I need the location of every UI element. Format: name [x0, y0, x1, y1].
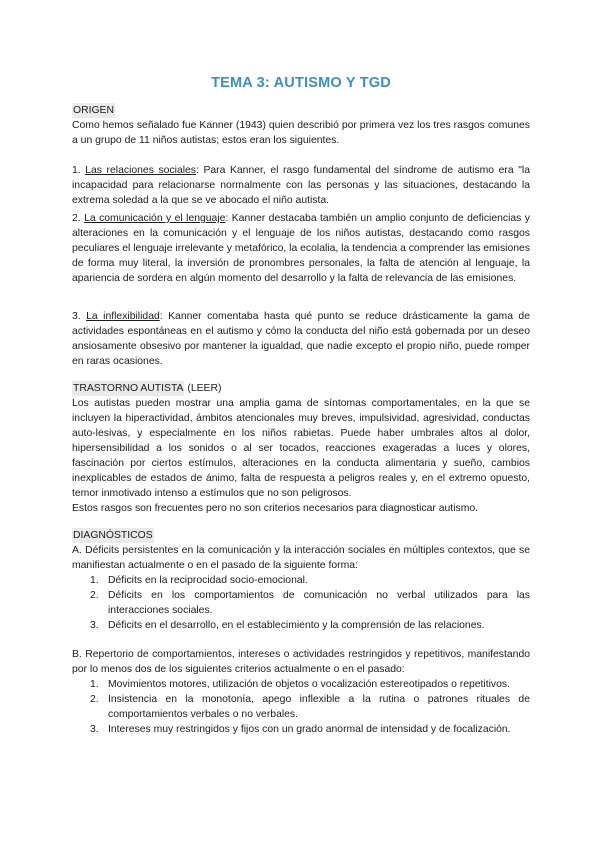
- item-number: 2.: [72, 213, 81, 224]
- section-diagnosticos: [72, 528, 530, 633]
- origen-intro: Como hemos señalado fue Kanner (1943) quien describió por primera vez los tres rasgos comunes a un grupo de 11 niños autistas; estos eran los siguientes.: [72, 120, 530, 146]
- origen-item-2: [72, 211, 530, 286]
- item-text: : Kanner comentaba hasta qué punto se reduce drásticamente la gama de actividades espontáneas en el autismo y cómo la conducta del niño está gobernada por un deseo ansiosamente obsesivo por mantener la igualdad, que nadie excepto el propio niño, puede romper en raras ocasiones.: [72, 311, 530, 367]
- criterion-a-intro: A. Déficits persistentes en la comunicación y la interacción sociales en múltiples contextos, que se manifiestan actualmente o en el pasado de la siguiente forma:: [72, 545, 530, 571]
- section-origen: [72, 103, 530, 148]
- item-text: : Para Kanner, el rasgo fundamental del síndrome de autismo era "la incapacidad para relacionarse normalmente con las personas y las situaciones, destacando la extrema soledad a la que se ve abocado el niño autista.: [72, 165, 530, 206]
- item-term: La inflexibilidad: [86, 311, 160, 322]
- list-item: 3. Intereses muy restringidos y fijos con un grado anormal de intensidad y de focalización.: [90, 724, 511, 735]
- heading-suffix: (LEER): [184, 383, 222, 394]
- item-term: La comunicación y el lenguaje: [84, 213, 226, 224]
- section-heading-origen: ORIGEN: [73, 105, 114, 116]
- section-heading-diagnosticos: DIAGNÓSTICOS: [73, 530, 153, 541]
- criterion-b-intro: B. Repertorio de comportamientos, intereses o actividades restringidos y repetitivos, manifestando por lo menos dos de los siguientes criterios actualmente o en el pasado:: [72, 649, 530, 675]
- list-item: 3. Déficits en el desarrollo, en el establecimiento y la comprensión de las relaciones.: [90, 620, 485, 631]
- item-text: : Kanner destacaba también un amplio conjunto de deficiencias y alteraciones en la comunicación y el lenguaje de los niños autistas, destacando como rasgos peculiares el lenguaje irrelevante y metafórico, la ecolalia, la tendencia a comprender las emisiones de forma muy literal, la inversión de pronombres personales, la falta de atención al lenguaje, la apariencia de sordera en algún momento del desarrollo y la falta de relevancia de las emisiones.: [72, 213, 531, 284]
- origen-item-3: [72, 309, 530, 369]
- item-number: 1.: [72, 165, 81, 176]
- item-term: Las relaciones sociales: [85, 165, 197, 176]
- list-item: 2. Déficits en los comportamientos de comunicación no verbal utilizados para las interacciones sociales.: [90, 590, 530, 616]
- trastorno-paragraph: Los autistas pueden mostrar una amplia gama de síntomas comportamentales, en la que se incluyen la hiperactividad, ámbitos atencionales muy breves, impulsividad, agresividad, conductas auto-lesivas, y especialmente en los niños rabietas. Puede haber umbrales altos al dolor, hipersensibilidad a los sonidos o al ser tocados, reacciones exageradas a luces y olores, fascinación por ciertos estímulos, alteraciones en la conducta alimentaria y sueño, cambios inexplicables de estados de ánimo, falta de respuesta a peligros reales y, en el extremo opuesto, temor inmotivado intenso a estímulos que no son peligrosos.: [72, 398, 530, 499]
- list-item: 1. Déficits en la reciprocidad socio-emocional.: [90, 575, 308, 586]
- trastorno-note: Estos rasgos son frecuentes pero no son criterios necesarios para diagnosticar autismo.: [72, 503, 479, 514]
- page-title: TEMA 3: AUTISMO Y TGD: [211, 75, 391, 91]
- list-item: 1. Movimientos motores, utilización de objetos o vocalización estereotipados o repetitivos.: [90, 679, 510, 690]
- criterion-a-list: [72, 573, 530, 633]
- section-heading-trastorno: TRASTORNO AUTISTA: [73, 383, 184, 394]
- criterion-b: [72, 647, 530, 737]
- origen-item-1: [72, 163, 530, 208]
- criterion-b-list: [72, 677, 530, 737]
- list-item: 2. Insistencia en la monotonía, apego inflexible a la rutina o patrones rituales de comportamientos verbales o no verbales.: [90, 694, 530, 720]
- section-trastorno: [72, 381, 530, 516]
- item-number: 3.: [72, 311, 81, 322]
